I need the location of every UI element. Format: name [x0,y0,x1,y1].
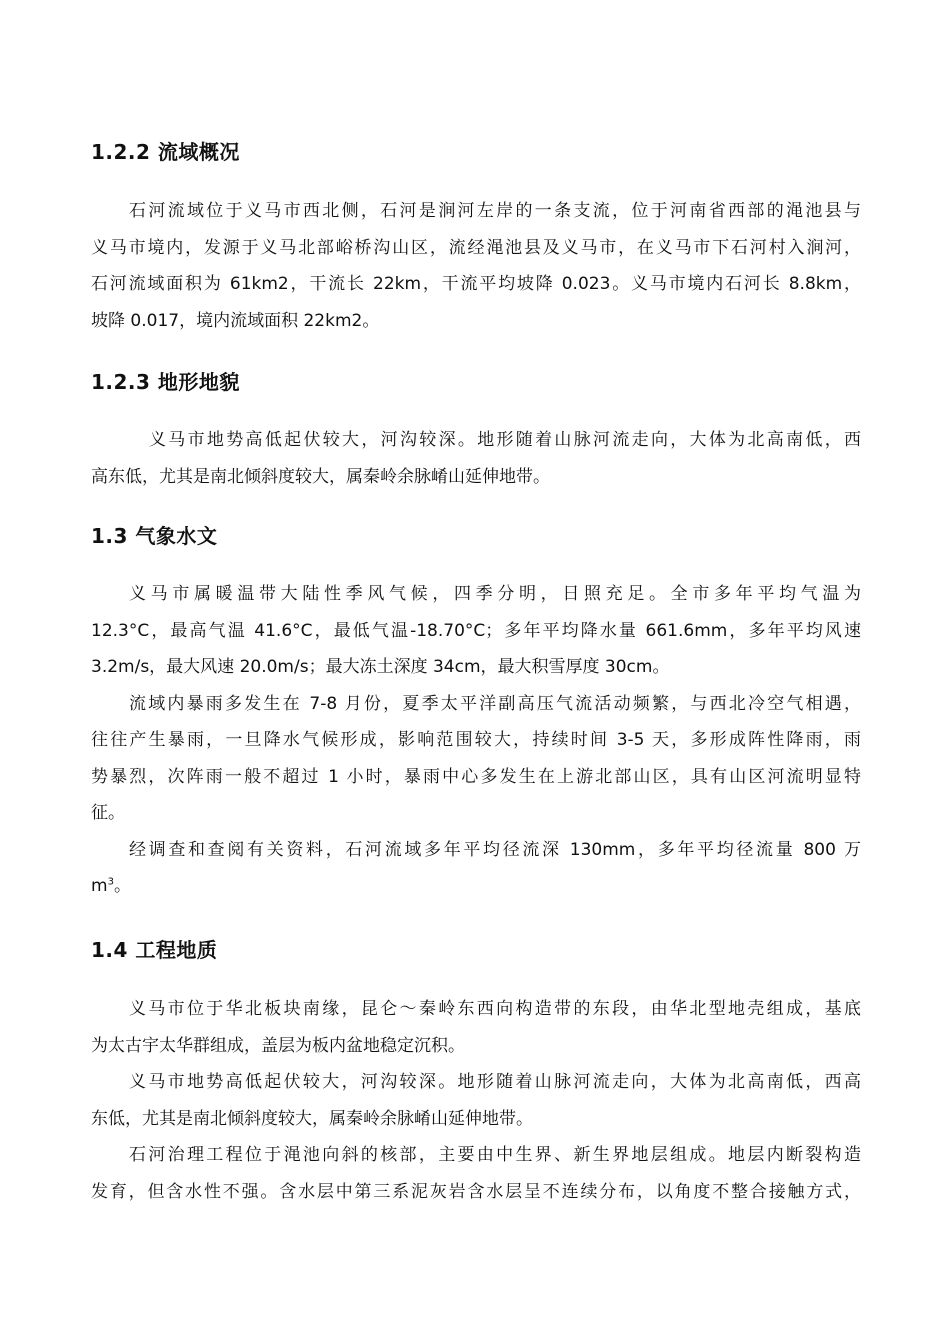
text-line: 义马市地势高低起伏较大，河沟较深。地形随着山脉河流走向，大体为北高南低，西高 [129,1072,861,1092]
text-line: 石河流域面积为 61km2，干流长 22km，干流平均坡降 0.023。义马市境内石河长 8.8km， [91,274,861,294]
text-line: 发育，但含水性不强。含水层中第三系泥灰岩含水层呈不连续分布，以角度不整合接触方式， [91,1181,861,1202]
paragraph-geology [91,991,861,1210]
paragraph-climate [91,576,861,905]
section-heading-1-4: 1.4 工程地质 [91,938,218,962]
text-line: 义马市属暖温带大陆性季风气候，四季分明，日照充足。全市多年平均气温为 [129,584,861,604]
text-line: 义马市境内，发源于义马北部峪桥沟山区，流经渑池县及义马市，在义马市下石河村入涧河， [91,237,861,258]
text-line: 12.3°C，最高气温 41.6°C，最低气温-18.70°C；多年平均降水量 661.6mm，多年平均风速 [91,620,861,641]
text-line: 征。 [91,803,125,823]
unit-text: m [91,876,108,896]
text-line: 势暴烈，次阵雨一般不超过 1 小时，暴雨中心多发生在上游北部山区，具有山区河流明显特 [91,766,861,787]
section-heading-1-3: 1.3 气象水文 [91,524,218,548]
section-heading-1-2-3: 1.2.3 地形地貌 [91,370,240,394]
text-line: 往往产生暴雨，一旦降水气候形成，影响范围较大，持续时间 3-5 天，多形成阵性降雨，雨 [91,730,861,750]
text-line: 为太古宇太华群组成，盖层为板内盆地稳定沉积。 [91,1035,465,1056]
paragraph-terrain [91,422,861,495]
text-line: 义马市位于华北板块南缘，昆仑～秦岭东西向构造带的东段，由华北型地壳组成，基底 [129,999,861,1019]
superscript: 3 [107,876,114,888]
text-line: 东低，尤其是南北倾斜度较大，属秦岭余脉崤山延伸地带。 [91,1108,533,1129]
text-line: 高东低，尤其是南北倾斜度较大，属秦岭余脉崤山延伸地带。 [91,466,550,487]
paragraph-watershed-overview [91,193,861,339]
period-text: 。 [113,876,131,896]
text-line: 经调查和查阅有关资料，石河流域多年平均径流深 130mm，多年平均径流量 800 万 [129,839,861,860]
text-line: 流域内暴雨多发生在 7-8 月份，夏季太平洋副高压气流活动频繁，与西北冷空气相遇， [129,693,861,714]
text-line: 3.2m/s，最大风速 20.0m/s；最大冻土深度 34cm，最大积雪厚度 30cm。 [91,657,670,677]
text-line: 坡降 0.017，境内流域面积 22km2。 [91,310,380,331]
text-line-runoff-unit [91,868,861,905]
text-line: 石河流域位于义马市西北侧，石河是涧河左岸的一条支流，位于河南省西部的渑池县与 [129,201,861,221]
section-heading-1-2-2: 1.2.2 流域概况 [91,140,240,164]
text-line: 义马市地势高低起伏较大，河沟较深。地形随着山脉河流走向，大体为北高南低，西 [149,430,861,450]
text-line: 石河治理工程位于渑池向斜的核部，主要由中生界、新生界地层组成。地层内断裂构造 [129,1145,861,1165]
